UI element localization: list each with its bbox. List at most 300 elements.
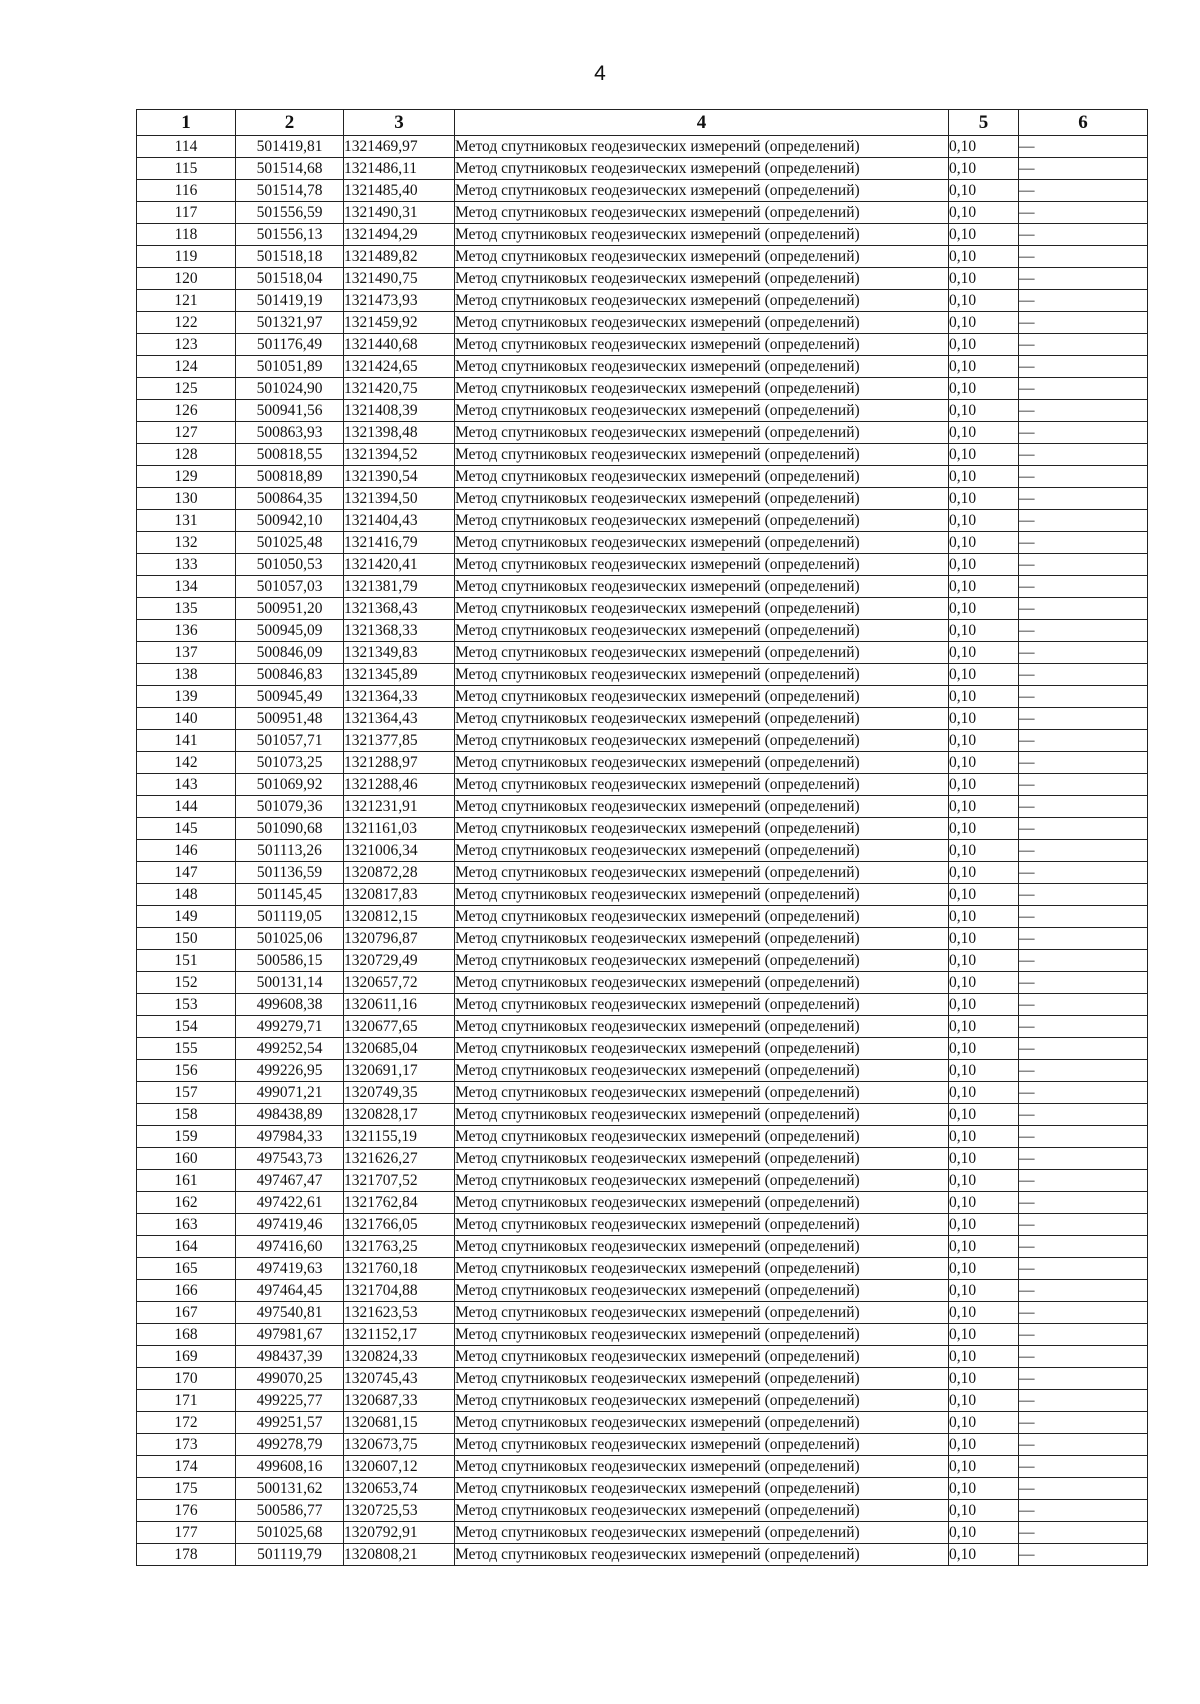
method-cell: Метод спутниковых геодезических измерений (определений): [455, 994, 949, 1016]
table-row: [137, 1456, 1148, 1478]
point-number-cell: 168: [137, 1324, 236, 1346]
note-cell: —: [1019, 510, 1148, 532]
method-cell: Метод спутниковых геодезических измерений (определений): [455, 246, 949, 268]
accuracy-cell: 0,10: [949, 664, 1019, 686]
point-number-cell: 178: [137, 1544, 236, 1566]
y-coordinate-cell: 1320657,72: [344, 972, 455, 994]
method-cell: Метод спутниковых геодезических измерений (определений): [455, 686, 949, 708]
y-coordinate-cell: 1321231,91: [344, 796, 455, 818]
y-coordinate-cell: 1321394,50: [344, 488, 455, 510]
column-header-6: 6: [1019, 110, 1148, 136]
method-cell: Метод спутниковых геодезических измерений (определений): [455, 1390, 949, 1412]
table-row: [137, 576, 1148, 598]
table-row: [137, 994, 1148, 1016]
accuracy-cell: 0,10: [949, 1456, 1019, 1478]
y-coordinate-cell: 1321420,75: [344, 378, 455, 400]
table-body: [137, 136, 1148, 1566]
note-cell: —: [1019, 312, 1148, 334]
method-cell: Метод спутниковых геодезических измерений (определений): [455, 488, 949, 510]
note-cell: —: [1019, 136, 1148, 158]
accuracy-cell: 0,10: [949, 312, 1019, 334]
accuracy-cell: 0,10: [949, 356, 1019, 378]
note-cell: —: [1019, 1302, 1148, 1324]
note-cell: —: [1019, 1016, 1148, 1038]
x-coordinate-cell: 501090,68: [236, 818, 344, 840]
x-coordinate-cell: 497981,67: [236, 1324, 344, 1346]
point-number-cell: 146: [137, 840, 236, 862]
point-number-cell: 122: [137, 312, 236, 334]
method-cell: Метод спутниковых геодезических измерений (определений): [455, 466, 949, 488]
y-coordinate-cell: 1320673,75: [344, 1434, 455, 1456]
note-cell: —: [1019, 1456, 1148, 1478]
point-number-cell: 156: [137, 1060, 236, 1082]
point-number-cell: 176: [137, 1500, 236, 1522]
note-cell: —: [1019, 202, 1148, 224]
note-cell: —: [1019, 444, 1148, 466]
method-cell: Метод спутниковых геодезических измерений (определений): [455, 1522, 949, 1544]
note-cell: —: [1019, 664, 1148, 686]
method-cell: Метод спутниковых геодезических измерений (определений): [455, 1038, 949, 1060]
x-coordinate-cell: 499252,54: [236, 1038, 344, 1060]
point-number-cell: 141: [137, 730, 236, 752]
x-coordinate-cell: 501051,89: [236, 356, 344, 378]
table-row: [137, 1324, 1148, 1346]
point-number-cell: 172: [137, 1412, 236, 1434]
method-cell: Метод спутниковых геодезических измерений (определений): [455, 576, 949, 598]
table-row: [137, 928, 1148, 950]
y-coordinate-cell: 1321486,11: [344, 158, 455, 180]
y-coordinate-cell: 1320653,74: [344, 1478, 455, 1500]
x-coordinate-cell: 499608,38: [236, 994, 344, 1016]
accuracy-cell: 0,10: [949, 1478, 1019, 1500]
point-number-cell: 120: [137, 268, 236, 290]
table-row: [137, 1192, 1148, 1214]
x-coordinate-cell: 501419,81: [236, 136, 344, 158]
point-number-cell: 142: [137, 752, 236, 774]
table-row: [137, 1302, 1148, 1324]
point-number-cell: 154: [137, 1016, 236, 1038]
method-cell: Метод спутниковых геодезических измерений (определений): [455, 1016, 949, 1038]
note-cell: —: [1019, 928, 1148, 950]
note-cell: —: [1019, 1390, 1148, 1412]
x-coordinate-cell: 497540,81: [236, 1302, 344, 1324]
point-number-cell: 136: [137, 620, 236, 642]
accuracy-cell: 0,10: [949, 1346, 1019, 1368]
table-row: [137, 818, 1148, 840]
point-number-cell: 152: [137, 972, 236, 994]
note-cell: —: [1019, 840, 1148, 862]
note-cell: —: [1019, 224, 1148, 246]
method-cell: Метод спутниковых геодезических измерений (определений): [455, 1148, 949, 1170]
y-coordinate-cell: 1321288,97: [344, 752, 455, 774]
accuracy-cell: 0,10: [949, 246, 1019, 268]
note-cell: —: [1019, 1060, 1148, 1082]
x-coordinate-cell: 500586,77: [236, 1500, 344, 1522]
point-number-cell: 165: [137, 1258, 236, 1280]
method-cell: Метод спутниковых геодезических измерений (определений): [455, 664, 949, 686]
x-coordinate-cell: 501119,79: [236, 1544, 344, 1566]
x-coordinate-cell: 499279,71: [236, 1016, 344, 1038]
table-row: [137, 620, 1148, 642]
table-row: [137, 1412, 1148, 1434]
x-coordinate-cell: 501024,90: [236, 378, 344, 400]
x-coordinate-cell: 500942,10: [236, 510, 344, 532]
method-cell: Метод спутниковых геодезических измерений (определений): [455, 950, 949, 972]
point-number-cell: 151: [137, 950, 236, 972]
table-row: [137, 268, 1148, 290]
accuracy-cell: 0,10: [949, 1126, 1019, 1148]
accuracy-cell: 0,10: [949, 1038, 1019, 1060]
x-coordinate-cell: 498438,89: [236, 1104, 344, 1126]
y-coordinate-cell: 1321381,79: [344, 576, 455, 598]
y-coordinate-cell: 1321345,89: [344, 664, 455, 686]
table-row: [137, 1280, 1148, 1302]
method-cell: Метод спутниковых геодезических измерений (определений): [455, 1214, 949, 1236]
accuracy-cell: 0,10: [949, 576, 1019, 598]
note-cell: —: [1019, 1522, 1148, 1544]
point-number-cell: 162: [137, 1192, 236, 1214]
table-row: [137, 598, 1148, 620]
method-cell: Метод спутниковых геодезических измерений (определений): [455, 532, 949, 554]
table-row: [137, 1170, 1148, 1192]
accuracy-cell: 0,10: [949, 840, 1019, 862]
accuracy-cell: 0,10: [949, 1192, 1019, 1214]
accuracy-cell: 0,10: [949, 422, 1019, 444]
x-coordinate-cell: 497419,46: [236, 1214, 344, 1236]
note-cell: —: [1019, 290, 1148, 312]
method-cell: Метод спутниковых геодезических измерений (определений): [455, 862, 949, 884]
x-coordinate-cell: 500818,55: [236, 444, 344, 466]
accuracy-cell: 0,10: [949, 730, 1019, 752]
x-coordinate-cell: 501069,92: [236, 774, 344, 796]
method-cell: Метод спутниковых геодезических измерений (определений): [455, 1434, 949, 1456]
note-cell: —: [1019, 1478, 1148, 1500]
method-cell: Метод спутниковых геодезических измерений (определений): [455, 1478, 949, 1500]
note-cell: —: [1019, 1368, 1148, 1390]
note-cell: —: [1019, 1434, 1148, 1456]
table-row: [137, 774, 1148, 796]
y-coordinate-cell: 1320691,17: [344, 1060, 455, 1082]
table-row: [137, 246, 1148, 268]
table-row: [137, 730, 1148, 752]
note-cell: —: [1019, 400, 1148, 422]
note-cell: —: [1019, 268, 1148, 290]
y-coordinate-cell: 1321762,84: [344, 1192, 455, 1214]
method-cell: Метод спутниковых геодезических измерений (определений): [455, 1324, 949, 1346]
table-row: [137, 334, 1148, 356]
table-row: [137, 686, 1148, 708]
accuracy-cell: 0,10: [949, 400, 1019, 422]
y-coordinate-cell: 1320607,12: [344, 1456, 455, 1478]
method-cell: Метод спутниковых геодезических измерений (определений): [455, 378, 949, 400]
point-number-cell: 133: [137, 554, 236, 576]
note-cell: —: [1019, 796, 1148, 818]
accuracy-cell: 0,10: [949, 158, 1019, 180]
y-coordinate-cell: 1321766,05: [344, 1214, 455, 1236]
x-coordinate-cell: 501113,26: [236, 840, 344, 862]
x-coordinate-cell: 497422,61: [236, 1192, 344, 1214]
note-cell: —: [1019, 730, 1148, 752]
table-row: [137, 1214, 1148, 1236]
y-coordinate-cell: 1320745,43: [344, 1368, 455, 1390]
table-row: [137, 378, 1148, 400]
method-cell: Метод спутниковых геодезических измерений (определений): [455, 158, 949, 180]
table-row: [137, 422, 1148, 444]
table-row: [137, 1478, 1148, 1500]
table-row: [137, 510, 1148, 532]
point-number-cell: 159: [137, 1126, 236, 1148]
point-number-cell: 167: [137, 1302, 236, 1324]
note-cell: —: [1019, 620, 1148, 642]
y-coordinate-cell: 1321368,43: [344, 598, 455, 620]
y-coordinate-cell: 1320872,28: [344, 862, 455, 884]
point-number-cell: 171: [137, 1390, 236, 1412]
table-row: [137, 1104, 1148, 1126]
table-row: [137, 862, 1148, 884]
accuracy-cell: 0,10: [949, 686, 1019, 708]
y-coordinate-cell: 1320677,65: [344, 1016, 455, 1038]
x-coordinate-cell: 497464,45: [236, 1280, 344, 1302]
accuracy-cell: 0,10: [949, 1148, 1019, 1170]
method-cell: Метод спутниковых геодезических измерений (определений): [455, 708, 949, 730]
table-row: [137, 466, 1148, 488]
y-coordinate-cell: 1321459,92: [344, 312, 455, 334]
table-row: [137, 642, 1148, 664]
note-cell: —: [1019, 356, 1148, 378]
x-coordinate-cell: 501050,53: [236, 554, 344, 576]
method-cell: Метод спутниковых геодезических измерений (определений): [455, 1236, 949, 1258]
y-coordinate-cell: 1321364,33: [344, 686, 455, 708]
note-cell: —: [1019, 994, 1148, 1016]
table-row: [137, 356, 1148, 378]
method-cell: Метод спутниковых геодезических измерений (определений): [455, 180, 949, 202]
point-number-cell: 117: [137, 202, 236, 224]
note-cell: —: [1019, 1258, 1148, 1280]
y-coordinate-cell: 1321390,54: [344, 466, 455, 488]
method-cell: Метод спутниковых геодезических измерений (определений): [455, 422, 949, 444]
point-number-cell: 119: [137, 246, 236, 268]
x-coordinate-cell: 501514,68: [236, 158, 344, 180]
y-coordinate-cell: 1321364,43: [344, 708, 455, 730]
y-coordinate-cell: 1320792,91: [344, 1522, 455, 1544]
table-row: [137, 488, 1148, 510]
accuracy-cell: 0,10: [949, 620, 1019, 642]
table-row: [137, 554, 1148, 576]
note-cell: —: [1019, 1148, 1148, 1170]
note-cell: —: [1019, 1214, 1148, 1236]
y-coordinate-cell: 1321760,18: [344, 1258, 455, 1280]
page-number: 4: [594, 62, 606, 85]
accuracy-cell: 0,10: [949, 180, 1019, 202]
method-cell: Метод спутниковых геодезических измерений (определений): [455, 202, 949, 224]
accuracy-cell: 0,10: [949, 224, 1019, 246]
note-cell: —: [1019, 686, 1148, 708]
method-cell: Метод спутниковых геодезических измерений (определений): [455, 334, 949, 356]
table-row: [137, 1148, 1148, 1170]
x-coordinate-cell: 501518,18: [236, 246, 344, 268]
table-row: [137, 224, 1148, 246]
method-cell: Метод спутниковых геодезических измерений (определений): [455, 642, 949, 664]
note-cell: —: [1019, 1126, 1148, 1148]
method-cell: Метод спутниковых геодезических измерений (определений): [455, 906, 949, 928]
table-row: [137, 290, 1148, 312]
y-coordinate-cell: 1321626,27: [344, 1148, 455, 1170]
point-number-cell: 160: [137, 1148, 236, 1170]
accuracy-cell: 0,10: [949, 818, 1019, 840]
table-row: [137, 312, 1148, 334]
note-cell: —: [1019, 1324, 1148, 1346]
x-coordinate-cell: 499071,21: [236, 1082, 344, 1104]
accuracy-cell: 0,10: [949, 598, 1019, 620]
note-cell: —: [1019, 950, 1148, 972]
point-number-cell: 150: [137, 928, 236, 950]
method-cell: Метод спутниковых геодезических измерений (определений): [455, 1126, 949, 1148]
y-coordinate-cell: 1320729,49: [344, 950, 455, 972]
y-coordinate-cell: 1320812,15: [344, 906, 455, 928]
note-cell: —: [1019, 1170, 1148, 1192]
note-cell: —: [1019, 422, 1148, 444]
note-cell: —: [1019, 884, 1148, 906]
x-coordinate-cell: 499225,77: [236, 1390, 344, 1412]
note-cell: —: [1019, 708, 1148, 730]
note-cell: —: [1019, 1104, 1148, 1126]
point-number-cell: 174: [137, 1456, 236, 1478]
point-number-cell: 123: [137, 334, 236, 356]
x-coordinate-cell: 500131,62: [236, 1478, 344, 1500]
accuracy-cell: 0,10: [949, 510, 1019, 532]
y-coordinate-cell: 1321494,29: [344, 224, 455, 246]
method-cell: Метод спутниковых геодезических измерений (определений): [455, 224, 949, 246]
point-number-cell: 166: [137, 1280, 236, 1302]
note-cell: —: [1019, 862, 1148, 884]
y-coordinate-cell: 1320817,83: [344, 884, 455, 906]
x-coordinate-cell: 501419,19: [236, 290, 344, 312]
point-number-cell: 131: [137, 510, 236, 532]
method-cell: Метод спутниковых геодезических измерений (определений): [455, 774, 949, 796]
accuracy-cell: 0,10: [949, 1104, 1019, 1126]
table-row: [137, 158, 1148, 180]
x-coordinate-cell: 498437,39: [236, 1346, 344, 1368]
x-coordinate-cell: 497984,33: [236, 1126, 344, 1148]
y-coordinate-cell: 1321152,17: [344, 1324, 455, 1346]
x-coordinate-cell: 501025,48: [236, 532, 344, 554]
table-row: [137, 972, 1148, 994]
point-number-cell: 149: [137, 906, 236, 928]
accuracy-cell: 0,10: [949, 796, 1019, 818]
table-row: [137, 1126, 1148, 1148]
x-coordinate-cell: 500846,83: [236, 664, 344, 686]
method-cell: Метод спутниковых геодезических измерений (определений): [455, 620, 949, 642]
table-row: [137, 752, 1148, 774]
method-cell: Метод спутниковых геодезических измерений (определений): [455, 840, 949, 862]
column-header-1: 1: [137, 110, 236, 136]
accuracy-cell: 0,10: [949, 1170, 1019, 1192]
accuracy-cell: 0,10: [949, 1434, 1019, 1456]
accuracy-cell: 0,10: [949, 1236, 1019, 1258]
accuracy-cell: 0,10: [949, 466, 1019, 488]
note-cell: —: [1019, 246, 1148, 268]
y-coordinate-cell: 1321408,39: [344, 400, 455, 422]
table-row: [137, 1390, 1148, 1412]
table-row: [137, 708, 1148, 730]
x-coordinate-cell: 500846,09: [236, 642, 344, 664]
x-coordinate-cell: 500951,48: [236, 708, 344, 730]
table-row: [137, 532, 1148, 554]
x-coordinate-cell: 501073,25: [236, 752, 344, 774]
method-cell: Метод спутниковых геодезических измерений (определений): [455, 356, 949, 378]
x-coordinate-cell: 501057,71: [236, 730, 344, 752]
x-coordinate-cell: 500945,49: [236, 686, 344, 708]
method-cell: Метод спутниковых геодезических измерений (определений): [455, 1368, 949, 1390]
y-coordinate-cell: 1321155,19: [344, 1126, 455, 1148]
y-coordinate-cell: 1321490,75: [344, 268, 455, 290]
note-cell: —: [1019, 1500, 1148, 1522]
y-coordinate-cell: 1321473,93: [344, 290, 455, 312]
note-cell: —: [1019, 532, 1148, 554]
method-cell: Метод спутниковых геодезических измерений (определений): [455, 1170, 949, 1192]
column-header-2: 2: [236, 110, 344, 136]
table-row: [137, 1500, 1148, 1522]
column-header-4: 4: [455, 110, 949, 136]
method-cell: Метод спутниковых геодезических измерений (определений): [455, 510, 949, 532]
method-cell: Метод спутниковых геодезических измерений (определений): [455, 598, 949, 620]
x-coordinate-cell: 497416,60: [236, 1236, 344, 1258]
method-cell: Метод спутниковых геодезических измерений (определений): [455, 1104, 949, 1126]
note-cell: —: [1019, 1412, 1148, 1434]
accuracy-cell: 0,10: [949, 1390, 1019, 1412]
method-cell: Метод спутниковых геодезических измерений (определений): [455, 1346, 949, 1368]
table-header-row: [137, 110, 1148, 136]
column-header-5: 5: [949, 110, 1019, 136]
accuracy-cell: 0,10: [949, 1544, 1019, 1566]
method-cell: Метод спутниковых геодезических измерений (определений): [455, 400, 949, 422]
point-number-cell: 147: [137, 862, 236, 884]
x-coordinate-cell: 501321,97: [236, 312, 344, 334]
accuracy-cell: 0,10: [949, 136, 1019, 158]
x-coordinate-cell: 501556,59: [236, 202, 344, 224]
accuracy-cell: 0,10: [949, 642, 1019, 664]
point-number-cell: 144: [137, 796, 236, 818]
accuracy-cell: 0,10: [949, 1324, 1019, 1346]
accuracy-cell: 0,10: [949, 928, 1019, 950]
note-cell: —: [1019, 576, 1148, 598]
point-number-cell: 126: [137, 400, 236, 422]
x-coordinate-cell: 500945,09: [236, 620, 344, 642]
method-cell: Метод спутниковых геодезических измерений (определений): [455, 1082, 949, 1104]
x-coordinate-cell: 499226,95: [236, 1060, 344, 1082]
point-number-cell: 116: [137, 180, 236, 202]
table-row: [137, 1434, 1148, 1456]
table-row: [137, 884, 1148, 906]
x-coordinate-cell: 501136,59: [236, 862, 344, 884]
y-coordinate-cell: 1321490,31: [344, 202, 455, 224]
method-cell: Метод спутниковых геодезических измерений (определений): [455, 1192, 949, 1214]
accuracy-cell: 0,10: [949, 378, 1019, 400]
method-cell: Метод спутниковых геодезических измерений (определений): [455, 928, 949, 950]
x-coordinate-cell: 497467,47: [236, 1170, 344, 1192]
accuracy-cell: 0,10: [949, 1258, 1019, 1280]
x-coordinate-cell: 501556,13: [236, 224, 344, 246]
y-coordinate-cell: 1321440,68: [344, 334, 455, 356]
y-coordinate-cell: 1321288,46: [344, 774, 455, 796]
table-row: [137, 202, 1148, 224]
table-row: [137, 1016, 1148, 1038]
point-number-cell: 121: [137, 290, 236, 312]
table-row: [137, 136, 1148, 158]
x-coordinate-cell: 497419,63: [236, 1258, 344, 1280]
x-coordinate-cell: 501514,78: [236, 180, 344, 202]
y-coordinate-cell: 1321485,40: [344, 180, 455, 202]
